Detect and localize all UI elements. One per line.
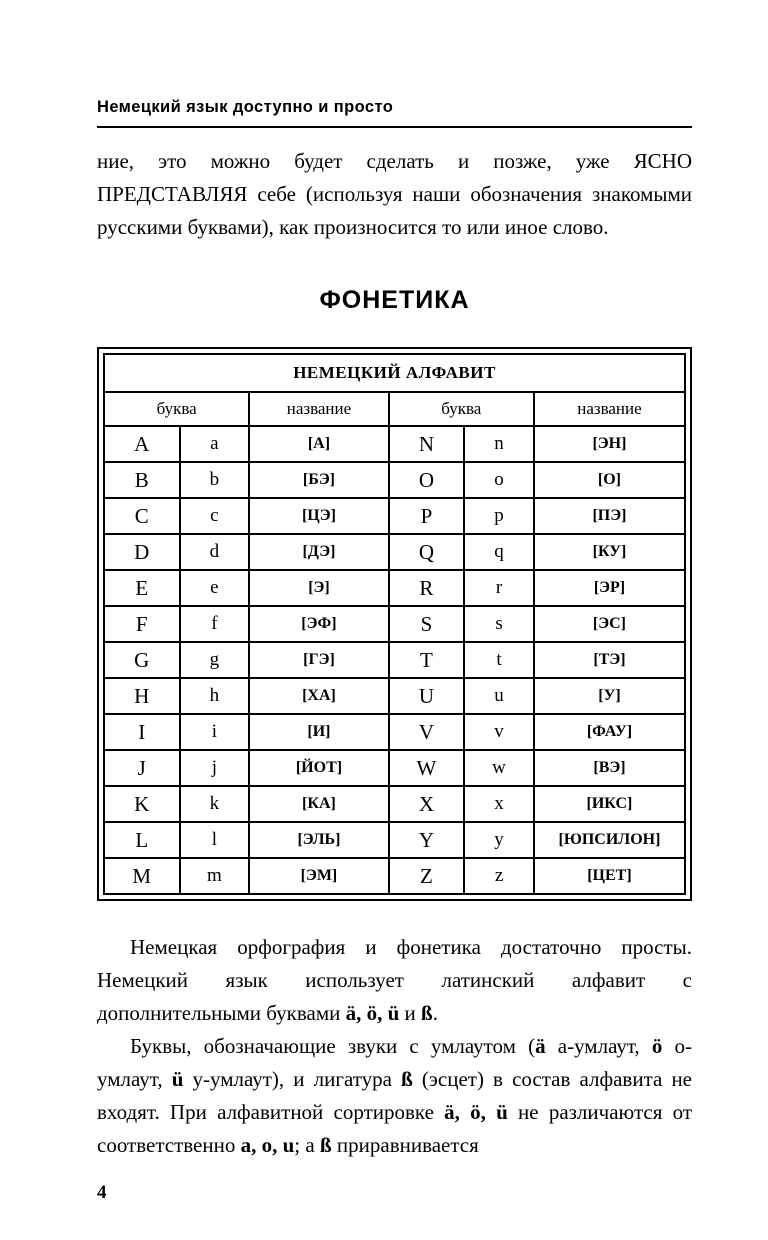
paragraph [97,145,692,244]
intro-paragraph-container [97,145,692,244]
letter-name-cell: [КУ] [534,534,685,570]
letter-lower-cell: i [180,714,250,750]
letter-name-cell: [У] [534,678,685,714]
letter-upper-cell: Y [389,822,465,858]
letter-upper-cell: K [104,786,180,822]
paragraph [97,931,692,1030]
column-header-letter-right: буква [389,392,534,426]
letter-lower-cell: v [464,714,534,750]
letter-upper-cell: H [104,678,180,714]
letter-name-cell: [ЭФ] [249,606,388,642]
table-column-header-row [104,392,685,426]
text-segment: . [432,1001,438,1025]
letter-lower-cell: n [464,426,534,462]
letter-lower-cell: t [464,642,534,678]
alphabet-table-row [104,534,685,570]
letter-upper-cell: S [389,606,465,642]
letter-lower-cell: g [180,642,250,678]
letter-name-cell: [БЭ] [249,462,388,498]
text-segment: ние, это можно будет сделать и позже, уже ЯСНО ПРЕДСТАВЛЯЯ себе (используя наши обозначения знакомыми русскими буквами), как произносится то или иное слово. [97,149,692,239]
letter-name-cell: [Э] [249,570,388,606]
text-segment: (эсцет) в состав алфавита не входят. При алфавитной сортировке [97,1067,692,1124]
letter-lower-cell: e [180,570,250,606]
letter-name-cell: [ИКС] [534,786,685,822]
column-header-name-left: название [249,392,388,426]
text-segment: о-умлаут, [97,1034,692,1091]
letter-upper-cell: E [104,570,180,606]
letter-name-cell: [КА] [249,786,388,822]
letter-name-cell: [ФАУ] [534,714,685,750]
letter-upper-cell: U [389,678,465,714]
letter-lower-cell: m [180,858,250,894]
letter-name-cell: [ЙОТ] [249,750,388,786]
alphabet-table-body [104,426,685,894]
letter-lower-cell: h [180,678,250,714]
letter-name-cell: [ЭН] [534,426,685,462]
letter-name-cell: [ВЭ] [534,750,685,786]
letter-name-cell: [ГЭ] [249,642,388,678]
letter-upper-cell: F [104,606,180,642]
letter-lower-cell: j [180,750,250,786]
letter-lower-cell: o [464,462,534,498]
letter-lower-cell: z [464,858,534,894]
letter-upper-cell: X [389,786,465,822]
letter-name-cell: [О] [534,462,685,498]
letter-lower-cell: a [180,426,250,462]
letter-upper-cell: W [389,750,465,786]
text-segment: приравнивается [331,1133,479,1157]
text-segment: и [399,1001,422,1025]
alphabet-table-row [104,750,685,786]
alphabet-table-row [104,606,685,642]
letter-lower-cell: q [464,534,534,570]
letter-upper-cell: N [389,426,465,462]
letter-name-cell: [ДЭ] [249,534,388,570]
table-title-row [104,354,685,392]
letter-upper-cell: B [104,462,180,498]
letter-upper-cell: V [389,714,465,750]
alphabet-table [103,353,686,895]
letter-upper-cell: J [104,750,180,786]
letter-name-cell: [И] [249,714,388,750]
letter-upper-cell: I [104,714,180,750]
text-segment: у-умлаут), и лигатура [183,1067,402,1091]
letter-name-cell: [ПЭ] [534,498,685,534]
letter-upper-cell: O [389,462,465,498]
letter-lower-cell: l [180,822,250,858]
letter-name-cell: [А] [249,426,388,462]
column-header-name-right: название [534,392,685,426]
letter-lower-cell: x [464,786,534,822]
paragraph [97,1030,692,1162]
alphabet-table-row [104,642,685,678]
text-segment: не различаются от соответственно [97,1100,692,1157]
text-segment: Немецкая орфография и фонетика достаточно просты. Немецкий язык использует латинский алфавит с дополнительными буквами [97,935,692,1025]
section-heading: ФОНЕТИКА [319,286,470,314]
bold-text-segment: ä, ö, ü [444,1100,508,1124]
alphabet-table-frame [97,347,692,901]
letter-lower-cell: c [180,498,250,534]
bold-text-segment: ö [651,1034,663,1058]
letter-upper-cell: Z [389,858,465,894]
bold-text-segment: a, o, u [240,1133,295,1157]
letter-name-cell: [ЭР] [534,570,685,606]
alphabet-table-row [104,678,685,714]
header-rule [97,126,692,128]
bold-text-segment: ä, ö, ü [345,1001,400,1025]
letter-name-cell: [ЦЕТ] [534,858,685,894]
bold-text-segment: ü [171,1067,184,1091]
text-segment: а-умлаут, [545,1034,652,1058]
page-number: 4 [97,1182,107,1203]
letter-lower-cell: d [180,534,250,570]
letter-upper-cell: Q [389,534,465,570]
letter-lower-cell: y [464,822,534,858]
text-segment: ; а [294,1133,320,1157]
letter-lower-cell: f [180,606,250,642]
letter-lower-cell: u [464,678,534,714]
running-header-title: Немецкий язык доступно и просто [97,98,394,116]
letter-upper-cell: L [104,822,180,858]
letter-upper-cell: G [104,642,180,678]
letter-lower-cell: s [464,606,534,642]
alphabet-table-row [104,714,685,750]
letter-lower-cell: p [464,498,534,534]
letter-upper-cell: C [104,498,180,534]
letter-name-cell: [ТЭ] [534,642,685,678]
column-header-letter-left: буква [104,392,249,426]
bold-text-segment: ä [535,1034,546,1058]
alphabet-table-row [104,858,685,894]
letter-lower-cell: r [464,570,534,606]
letter-upper-cell: T [389,642,465,678]
table-title: НЕМЕЦКИЙ АЛФАВИТ [104,354,685,392]
bold-text-segment: ß [319,1133,332,1157]
letter-upper-cell: P [389,498,465,534]
body-text-container [97,931,692,1162]
alphabet-table-row [104,426,685,462]
alphabet-table-row [104,786,685,822]
alphabet-table-row [104,570,685,606]
alphabet-table-row [104,498,685,534]
text-segment: Буквы, обозначающие звуки с умлаутом ( [130,1034,536,1058]
page-header [97,98,692,128]
letter-name-cell: [ЭС] [534,606,685,642]
alphabet-table-row [104,822,685,858]
letter-lower-cell: b [180,462,250,498]
letter-upper-cell: A [104,426,180,462]
letter-upper-cell: D [104,534,180,570]
letter-lower-cell: k [180,786,250,822]
letter-upper-cell: R [389,570,465,606]
letter-name-cell: [ХА] [249,678,388,714]
bold-text-segment: ß [401,1067,413,1091]
letter-lower-cell: w [464,750,534,786]
letter-upper-cell: M [104,858,180,894]
bold-text-segment: ß [421,1001,433,1025]
letter-name-cell: [ЮПСИЛОН] [534,822,685,858]
letter-name-cell: [ЦЭ] [249,498,388,534]
letter-name-cell: [ЭЛЬ] [249,822,388,858]
alphabet-table-row [104,462,685,498]
letter-name-cell: [ЭМ] [249,858,388,894]
